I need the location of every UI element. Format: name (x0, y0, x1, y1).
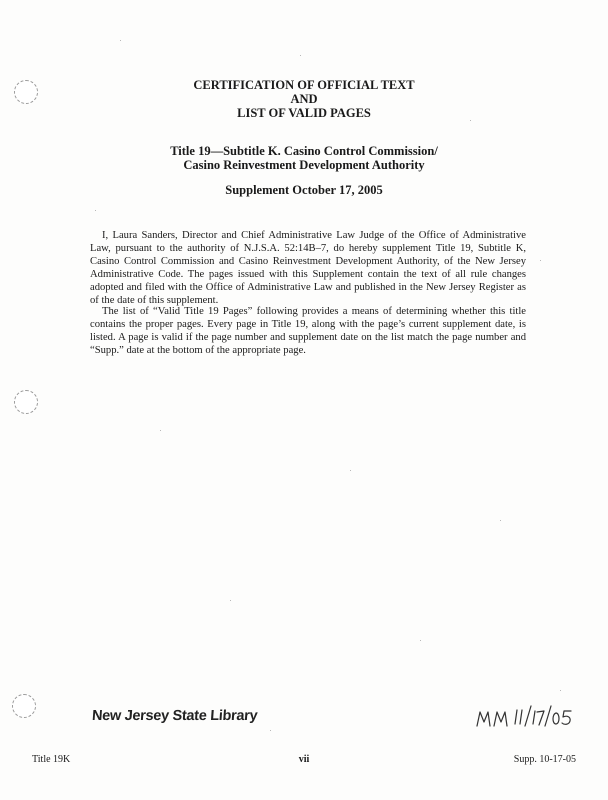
scan-speck (500, 520, 501, 521)
handwritten-initials-signature (475, 700, 575, 734)
scan-speck (540, 260, 541, 261)
subtitle-line-1: Title 19—Subtitle K. Casino Control Commission/ (170, 144, 438, 158)
supplement-date: Supplement October 17, 2005 (225, 183, 383, 197)
scan-speck (270, 730, 271, 731)
footer-title: Title 19K (32, 754, 71, 765)
scan-speck (160, 430, 161, 431)
heading-line-1: CERTIFICATION OF OFFICIAL TEXT (193, 78, 415, 92)
title-subtitle-heading (0, 144, 608, 172)
scan-speck (350, 470, 351, 471)
scan-speck (300, 55, 301, 56)
certification-heading (0, 78, 608, 120)
footer-page-number: vii (298, 754, 310, 765)
heading-line-2: AND (290, 92, 318, 106)
punch-hole-bottom (12, 694, 36, 718)
scan-speck (120, 40, 121, 41)
scan-speck (230, 600, 231, 601)
supplement-date-heading (0, 183, 608, 197)
scan-speck (420, 640, 421, 641)
scan-speck (470, 120, 471, 121)
library-stamp: New Jersey State Library (91, 708, 258, 724)
certification-paragraph: I, Laura Sanders, Director and Chief Administrative Law Judge of the Office of Administrative Law, pursuant to the authority of N.J.S.A. 52:14B–7, do hereby supplement Title 19, Subtitle K, Casino Control Commission and Casino Reinvestment Development Authority, of the New Jersey Administrative Code. The pages issued with this Supplement contain the text of all rule changes adopted and filed with the Office of Administrative Law and published in the New Jersey Register as of the date of this supplement. (90, 230, 526, 307)
punch-hole-middle (14, 390, 38, 414)
scan-speck (560, 690, 561, 691)
scan-speck (95, 210, 96, 211)
subtitle-line-2: Casino Reinvestment Development Authority (183, 158, 425, 172)
heading-line-3: LIST OF VALID PAGES (237, 106, 371, 120)
footer-supplement-date: Supp. 10-17-05 (513, 754, 576, 765)
valid-pages-paragraph: The list of “Valid Title 19 Pages” following provides a means of determining whether this title contains the proper pages. Every page in Title 19, along with the page’s current supplement date, is listed. A page is valid if the page number and supplement date on the list match the page number and “Supp.” date at the bottom of the appropriate page. (90, 306, 526, 357)
